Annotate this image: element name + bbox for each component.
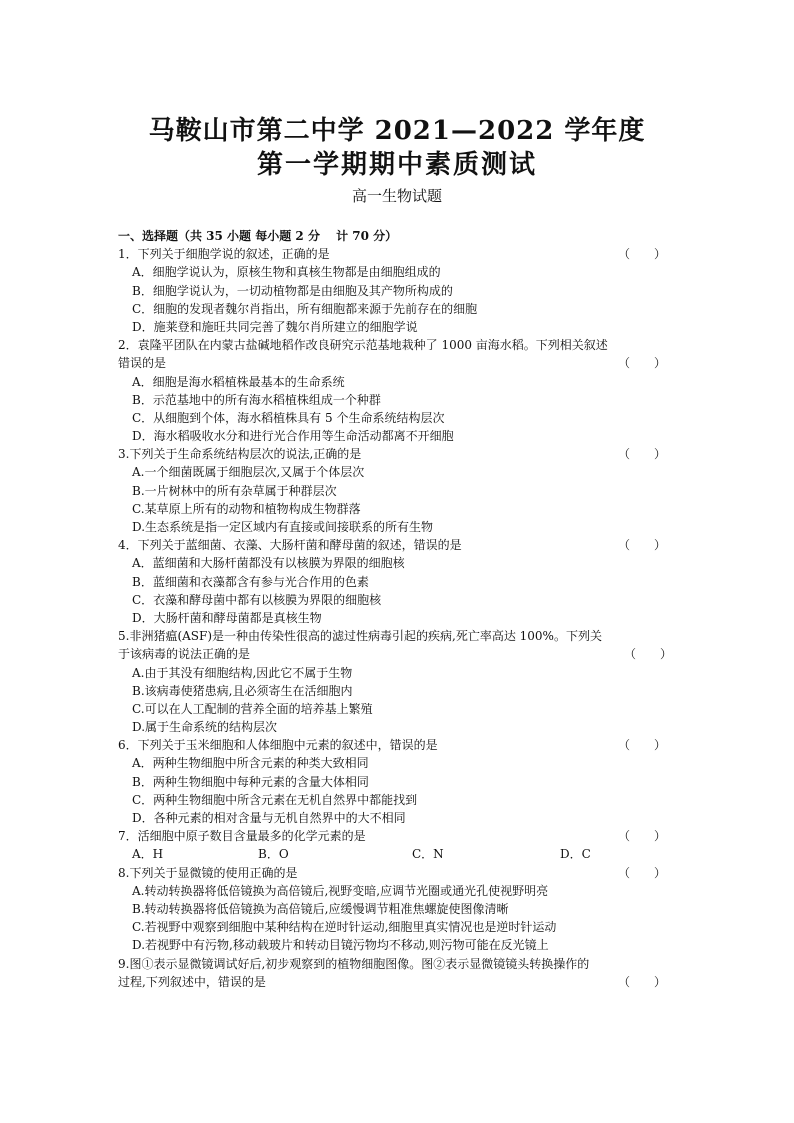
answer-blank: （ ） [617,447,666,462]
answer-blank: （ ） [617,738,666,753]
question-4-text: 4．下列关于蓝细菌、衣藻、大肠杆菌和酵母菌的叙述，错误的是 [118,538,462,553]
question-7-choices [118,845,680,863]
question-1-option-a: A．细胞学说认为，原核生物和真核生物都是由细胞组成的 [132,265,441,280]
question-3-option-b: B.一片树林中的所有杂草属于种群层次 [132,483,337,498]
question-1-stem [118,245,680,263]
question-7-stem [118,827,680,845]
question-3-option-c: C.某草原上所有的动物和植物构成生物群落 [132,501,361,516]
exam-content [118,227,680,991]
answer-blank: （ ） [617,865,666,880]
question-6-option-d: D．各种元素的相对含量与无机自然界中的大不相同 [132,811,406,825]
question-6-option-a: A．两种生物细胞中所含元素的种类大致相同 [132,756,369,771]
question-2-option-c: C．从细胞到个体，海水稻植株具有 5 个生命系统结构层次 [132,410,445,425]
question-4-option-c: C．衣藻和酵母菌中都有以核膜为界限的细胞核 [132,592,382,607]
question-3-option-d: D.生态系统是指一定区域内有直接或间接联系的所有生物 [132,520,434,534]
section-heading: 一、选择题（共 35 小题 每小题 2 分 计 70 分） [118,229,398,243]
answer-blank: （ ） [617,974,666,989]
question-2-text: 错误的是 [118,356,167,371]
question-7-choice-b: B．O [258,847,289,862]
question-6-text: 6．下列关于玉米细胞和人体细胞中元素的叙述中，错误的是 [118,738,438,753]
answer-blank: （ ） [617,247,666,262]
question-8-option-d: D.若视野中有污物,移动载玻片和转动目镜污物均不移动,则污物可能在反光镜上 [132,938,549,953]
question-3-text: 3.下列关于生命系统结构层次的说法,正确的是 [118,447,362,462]
question-5-text: 于该病毒的说法正确的是 [118,647,251,662]
question-5-stem-line2 [118,645,680,663]
question-8-option-c: C.若视野中观察到细胞中某种结构在逆时针运动,细胞里真实情况也是逆时针运动 [132,920,557,935]
question-2-stem-line2 [118,354,680,372]
exam-title-line2: 第一学期期中素质测试 [256,150,537,180]
question-2-option-a: A．细胞是海水稻植株最基本的生命系统 [132,374,345,389]
question-8-option-b: B.转动转换器将低倍镜换为高倍镜后,应缓慢调节粗准焦螺旋使图像清晰 [132,901,509,916]
exam-subtitle: 高一生物试题 [351,187,442,205]
question-8-option-a: A.转动转换器将低倍镜换为高倍镜后,视野变暗,应调节光圈或通光孔使视野明亮 [132,883,549,898]
question-9-text: 过程,下列叙述中，错误的是 [118,974,266,989]
question-2-stem-line1: 2．袁隆平团队在内蒙古盐碱地稻作改良研究示范基地栽种了 1000 亩海水稻。下列相关叙述 [118,338,608,353]
question-5-stem-line1: 5.非洲猪瘟(ASF)是一种由传染性很高的滤过性病毒引起的疾病,死亡率高达 100%。下列关 [118,629,602,644]
question-1-option-b: B．细胞学说认为，一切动植物都是由细胞及其产物所构成的 [132,283,453,298]
question-1-option-c: C．细胞的发现者魏尔肖指出，所有细胞都来源于先前存在的细胞 [132,301,478,316]
question-5-option-c: C.可以在人工配制的营养全面的培养基上繁殖 [132,701,373,716]
question-7-choice-a: A．H [132,847,164,862]
question-7-text: 7．活细胞中原子数目含量最多的化学元素的是 [118,829,366,844]
question-7-choice-d: D．C [560,847,591,862]
exam-title-line1: 马鞍山市第二中学 2021—2022 学年度 [148,116,646,146]
question-8-text: 8.下列关于显微镜的使用正确的是 [118,865,298,880]
question-4-stem [118,536,680,554]
question-4-option-b: B．蓝细菌和衣藻都含有参与光合作用的色素 [132,574,369,589]
question-1-text: 1．下列关于细胞学说的叙述，正确的是 [118,247,330,262]
question-7-choice-c: C．N [412,847,444,862]
question-9-stem-line1: 9.图①表示显微镜调试好后,初步观察到的植物细胞图像。图②表示显微镜镜头转换操作的 [118,956,590,971]
question-5-option-b: B.该病毒使猪患病,且必须寄生在活细胞内 [132,683,353,698]
question-3-option-a: A.一个细菌既属于细胞层次,又属于个体层次 [132,465,365,480]
question-6-stem [118,736,680,754]
question-2-option-b: B．示范基地中的所有海水稻植株组成一个种群 [132,392,381,407]
question-3-stem [118,445,680,463]
question-9-stem-line2 [118,973,680,991]
question-1-option-d: D．施莱登和施旺共同完善了魏尔肖所建立的细胞学说 [132,319,418,334]
question-4-option-d: D．大肠杆菌和酵母菌都是真核生物 [132,610,322,625]
question-5-option-a: A.由于其没有细胞结构,因此它不属于生物 [132,665,353,680]
question-5-option-d: D.属于生命系统的结构层次 [132,720,278,735]
answer-blank: （ ） [617,356,666,371]
question-6-option-b: B．两种生物细胞中每种元素的含量大体相同 [132,774,369,789]
question-6-option-c: C．两种生物细胞中所含元素在无机自然界中都能找到 [132,792,418,807]
question-2-option-d: D．海水稻吸收水分和进行光合作用等生命活动都离不开细胞 [132,429,454,444]
question-8-stem [118,864,680,882]
answer-blank: （ ） [617,829,666,844]
answer-blank: （ ） [623,647,672,662]
answer-blank: （ ） [617,538,666,553]
question-4-option-a: A．蓝细菌和大肠杆菌都没有以核膜为界限的细胞核 [132,556,405,571]
